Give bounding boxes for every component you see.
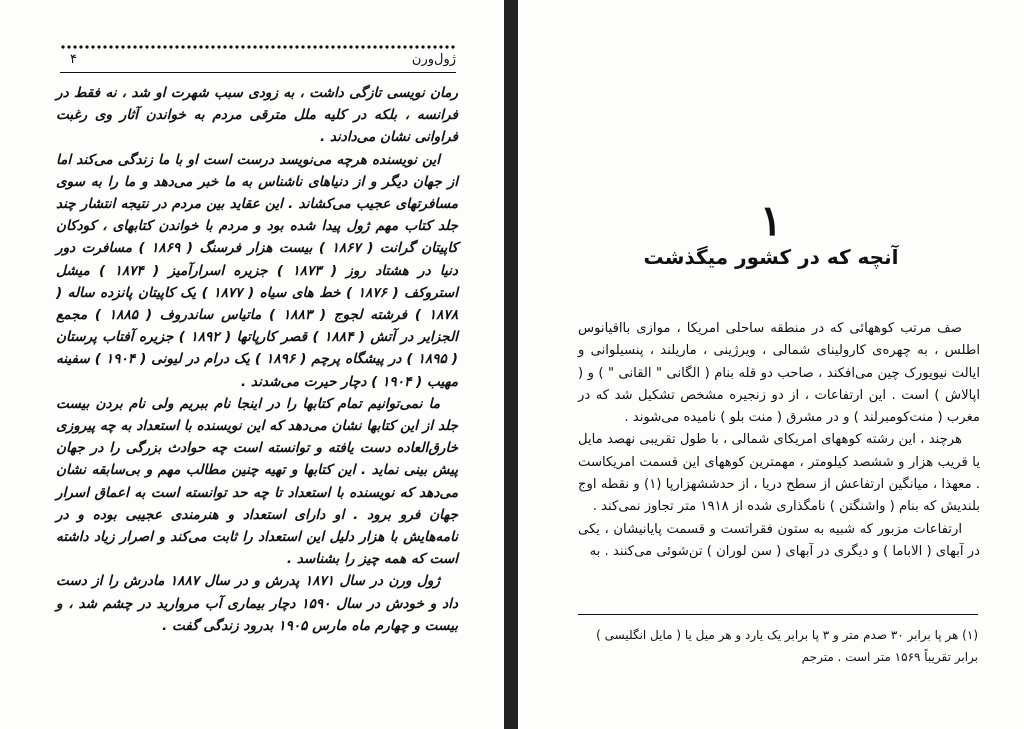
decorative-dot-border <box>60 44 456 50</box>
header-rule <box>60 72 456 73</box>
right-body-text <box>578 318 980 563</box>
paragraph: صف مرتب کوههائی که در منطقه ساحلی امریکا ، موازی بااقیانوس اطلس ، به چهره‌ی کارولینای شمالی ، ویرژینی ، ماریلند ، پنسیلوانی و ایالت نیویورک چین می‌افکند ، صاحب دو قله بنام ( الگانی " القانی " ) و ( اپالاش ) است . این ارتفاعات ، از دو زنجیره مشخص تشکیل شد که در مغرب ( منت‌کومبرلند ) و در مشرق ( منت بلو ) نامیده می‌شوند . <box>578 321 980 426</box>
footnote: (۱) هر پا برابر ۳۰ صدم متر و ۳ پا برابر یک یارد و هر میل یا ( مایل انگلیسی ) برابر تقریباً ۱۵۶۹ متر است . مترجم <box>596 628 978 664</box>
paragraph: ارتفاعات مزبور که شبیه به ستون فقراتست و قسمت پایانیشان ، یکی در آبهای ( الاباما ) و دیگری در آبهای ( سن لوران ) تن‌شوئی می‌کنند . به <box>578 521 980 559</box>
footnote-rule <box>578 614 978 615</box>
chapter-number: ۱ <box>759 196 783 245</box>
left-body-text <box>56 82 458 637</box>
running-head <box>60 52 456 72</box>
page-number: ۴ <box>70 52 77 67</box>
running-head-title: ژول‌ورن <box>411 52 456 67</box>
left-page <box>0 0 504 729</box>
paragraph: این نویسنده هرچه می‌نویسد درست است او با ما زندگی می‌کند اما از جهان دیگر و از دنیاهای ناشناس به ما خبر می‌دهد و ما را به سوی مسافرتهای عجیب می‌کشاند . این عقاید بین مردم در نتیجه انتشار چند جلد کتاب مهم ژول پیدا شده بود و مردم با خواندن کتابهای ، کودکان کاپیتان گرانت ( ۱۸۶۷ ) بیست هزار فرسنگ ( ۱۸۶۹ ) مسافرت دور دنیا در هشتاد روز ( ۱۸۷۳ ) جزیره اسرارآمیز ( ۱۸۷۴ ) میشل استروکف ( ۱۸۷۶ ) خط های سیاه ( ۱۸۷۷ ) یک کاپیتان پانزده ساله ( ۱۸۷۸ ) فرشته لجوج ( ۱۸۸۳ ) ماتیاس ساندروف ( ۱۸۸۵ ) مجمع الجزایر در آتش ( ۱۸۸۴ ) قصر کارپاتها ( ۱۸۹۲ ) جزیره آفتاب پرستان ( ۱۸۹۵ ) در پیشگاه پرچم ( ۱۸۹۶ ) یک درام در لیونی ( ۱۹۰۴ ) سفینه مهیب ( ۱۹۰۴ ) دچار حیرت می‌شدند . <box>56 151 459 390</box>
chapter-title: آنچه که در کشور میگذشت <box>643 245 899 269</box>
paragraph: رمان نویسی تازگی داشت ، به زودی سبب شهرت او شد ، نه فقط در فرانسه ، بلکه در کلیه ملل مترقی مردم به خواندن آثار وی رغبت فراوانی نشان می‌دادند . <box>56 85 458 146</box>
book-gutter <box>504 0 518 729</box>
paragraph: هرچند ، این رشته کوههای امریکای شمالی ، با طول تقریبی نهصد مایل یا قریب هزار و ششصد کیلومتر ، مهمترین کوههای این قسمت امریکاست . معهذا ، میانگین ارتفاعش از سطح دریا ، از حدششهزارپا (۱) و نقطه اوج بلندیش که بنام ( واشنگتن ) نامگذاری شده از ۱۹۱۸ متر تجاوز نمی‌کند . <box>578 432 980 515</box>
paragraph: ما نمی‌توانیم تمام کتابها را در اینجا نام ببریم ولی نام بردن بیست جلد از این کتابها نشان می‌دهد که این نویسنده با استعداد به چه پیروزی خارق‌العاده دست یافته و توانسته است چه حوادث بزرگی را در جهان پیش بینی نماید . این کتابها و تهیه چنین مطالب مهم و بی‌سابقه نشان می‌دهد که نویسنده با استعداد تا چه حد توانسته است به اعماق اسرار جهان فرو برود . او دارای استعداد و هنرمندی عجیبی بوده و در نامه‌هایش با هزار دلیل این استعداد را ثابت می‌کند و اصرار زیاد داشته است که همه چیز را بشناسد . <box>56 395 458 568</box>
right-page <box>518 0 1024 729</box>
paragraph: ژول ورن در سال ۱۸۷۱ پدرش و در سال ۱۸۸۷ مادرش را از دست داد و خودش در سال ۱۵۹۰ دچار بیماری آب مروارید در چشم شد ، و بیست و چهارم ماه مارس ۱۹۰۵ بدرود زندگی گفت . <box>56 573 459 634</box>
